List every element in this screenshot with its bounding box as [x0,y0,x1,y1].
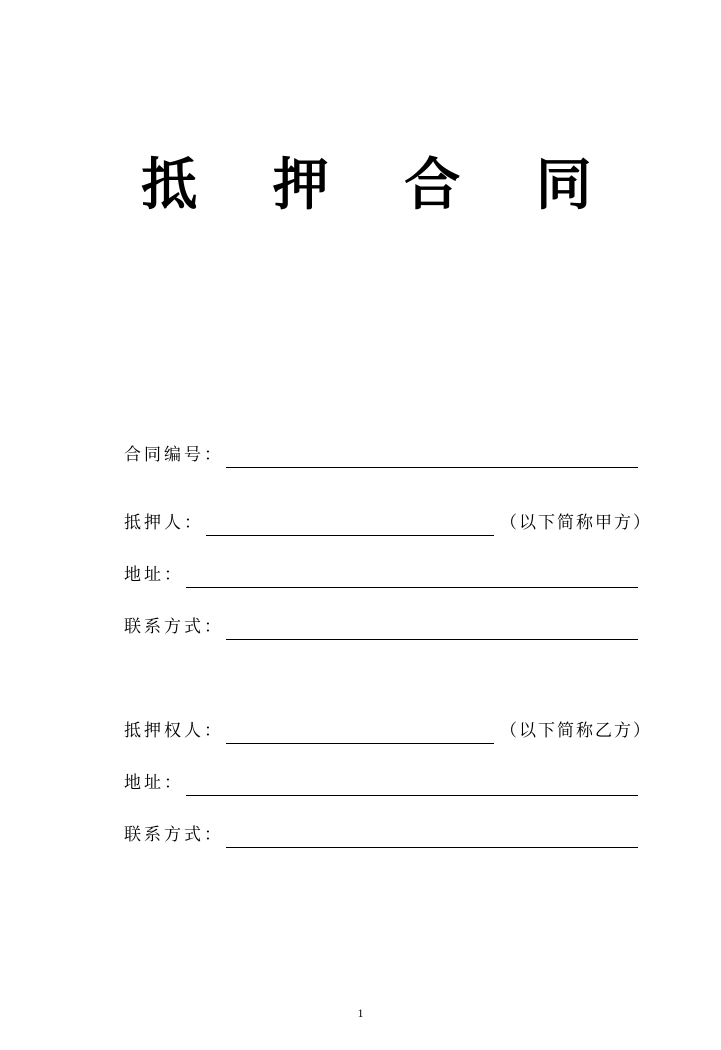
mortgagee-name-row [124,716,652,744]
mortgagor-contact-label: 联系方式： [124,617,224,637]
contract-number-blank[interactable] [226,447,638,468]
mortgagee-contact-row [124,820,638,848]
mortgagor-alias-note: （以下简称甲方） [500,513,652,533]
mortgagee-address-row [124,768,638,796]
contract-number-label: 合同编号： [124,445,224,465]
mortgagor-address-label: 地址： [124,565,184,585]
mortgagor-name-row [124,508,652,536]
mortgagee-contact-blank[interactable] [226,827,638,848]
mortgagor-contact-blank[interactable] [226,619,638,640]
page-number: 1 [357,1006,364,1020]
contract-number-row [124,440,638,468]
mortgagor-address-row [124,560,638,588]
mortgagor-name-label: 抵押人： [124,513,204,533]
mortgagee-name-blank[interactable] [226,723,494,744]
mortgagee-alias-note: （以下简称乙方） [500,721,652,741]
mortgagee-address-blank[interactable] [186,775,638,796]
mortgagee-address-label: 地址： [124,773,184,793]
mortgagor-address-blank[interactable] [186,567,638,588]
mortgagee-contact-label: 联系方式： [124,825,224,845]
mortgagor-name-blank[interactable] [206,515,494,536]
mortgagee-name-label: 抵押权人： [124,721,224,741]
page-title: 抵 押 合 同 [141,152,620,218]
mortgagor-contact-row [124,612,638,640]
